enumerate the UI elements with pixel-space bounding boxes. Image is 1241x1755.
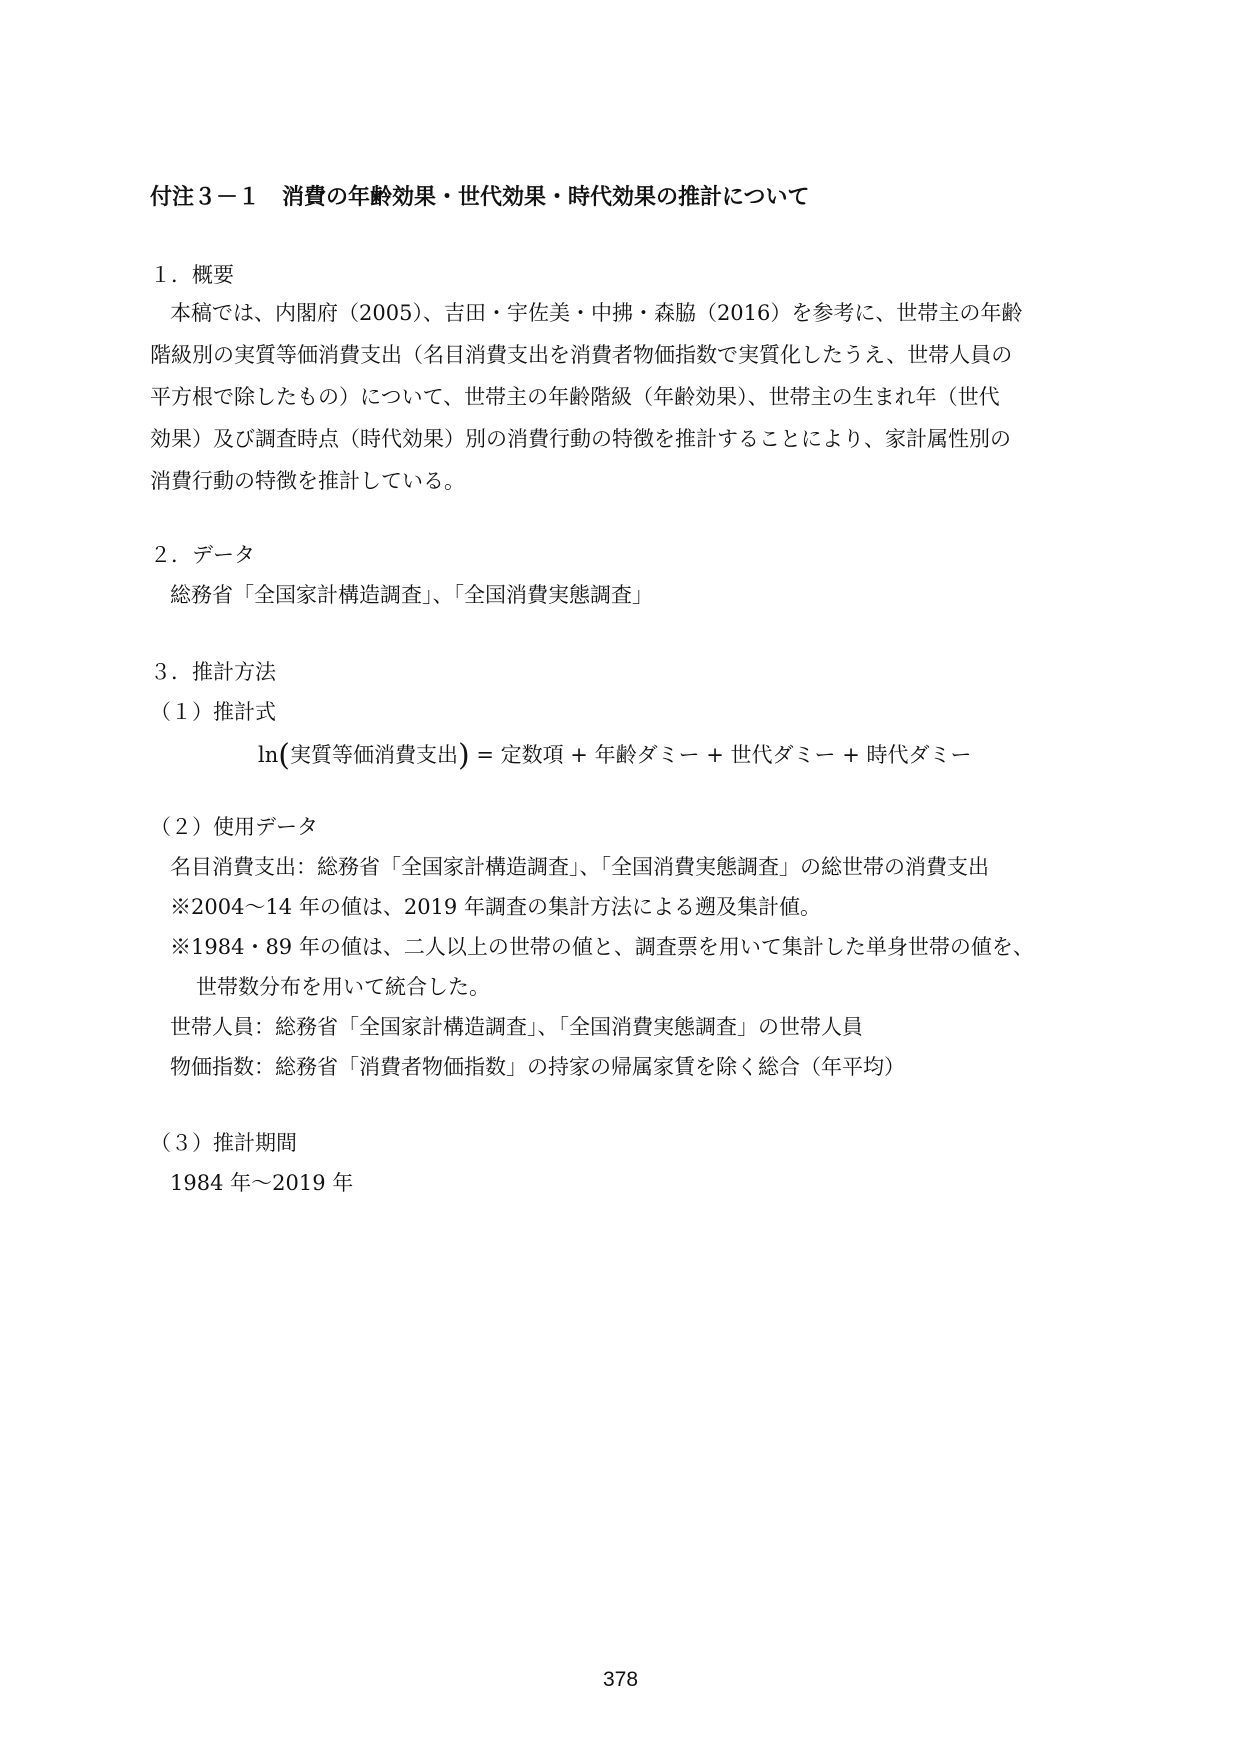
page-number: 378 [602,1668,639,1691]
section-1-paragraph-line-2: 階級別の実質等価消費支出（名目消費支出を消費者物価指数で実質化したうえ、世帯人員の [150,343,1013,367]
section-1-paragraph-line-4: 効果）及び調査時点（時代効果）別の消費行動の特徴を推計することにより、家計属性別の [150,427,1011,451]
usage-data-line-3: ※1984・89 年の値は、二人以上の世帯の値と、調査票を用いて集計した単身世帯の値を、 [170,935,1034,959]
section-3-heading: ３．推計方法 [150,660,276,684]
section-2-heading: ２．データ [150,543,255,567]
formula-right-hand-side: = 定数項 + 年齢ダミー + 世代ダミー + 時代ダミー [469,743,972,767]
usage-data-line-5: 世帯人員：総務省「全国家計構造調査」、「全国消費実態調査」の世帯人員 [170,1015,863,1039]
formula-argument: 実質等価消費支出 [289,743,458,767]
estimation-period: 1984 年～2019 年 [170,1171,354,1195]
page-title: 付注３－１ 消費の年齢効果・世代効果・時代効果の推計について [150,185,810,210]
section-1-heading: １．概要 [150,263,234,287]
section-1-paragraph-line-5: 消費行動の特徴を推計している。 [150,469,465,493]
subsection-2-heading: （２）使用データ [150,815,318,839]
usage-data-line-2: ※2004～14 年の値は、2019 年調査の集計方法による遡及集計値。 [170,895,821,919]
subsection-3-heading: （３）推計期間 [150,1131,297,1155]
section-1-paragraph-line-1: 本稿では、内閣府（2005）、吉田・宇佐美・中拂・森脇（2016）を参考に、世帯主の年齢 [170,301,1023,325]
usage-data-line-6: 物価指数：総務省「消費者物価指数」の持家の帰属家賃を除く総合（年平均） [170,1055,905,1079]
usage-data-line-4: 世帯数分布を用いて統合した。 [196,975,490,999]
formula-close-paren: ) [457,738,470,773]
formula-open-paren: ( [278,738,290,773]
estimation-formula [258,738,971,773]
section-2-data-source: 総務省「全国家計構造調査」、「全国消費実態調査」 [170,583,653,607]
usage-data-line-1: 名目消費支出：総務省「全国家計構造調査」、「全国消費実態調査」の総世帯の消費支出 [170,855,989,879]
formula-log-function: ln [258,743,279,767]
subsection-1-heading: （１）推計式 [150,700,276,724]
section-1-paragraph-line-3: 平方根で除したもの）について、世帯主の年齢階級（年齢効果）、世帯主の生まれ年（世代 [150,385,1000,409]
